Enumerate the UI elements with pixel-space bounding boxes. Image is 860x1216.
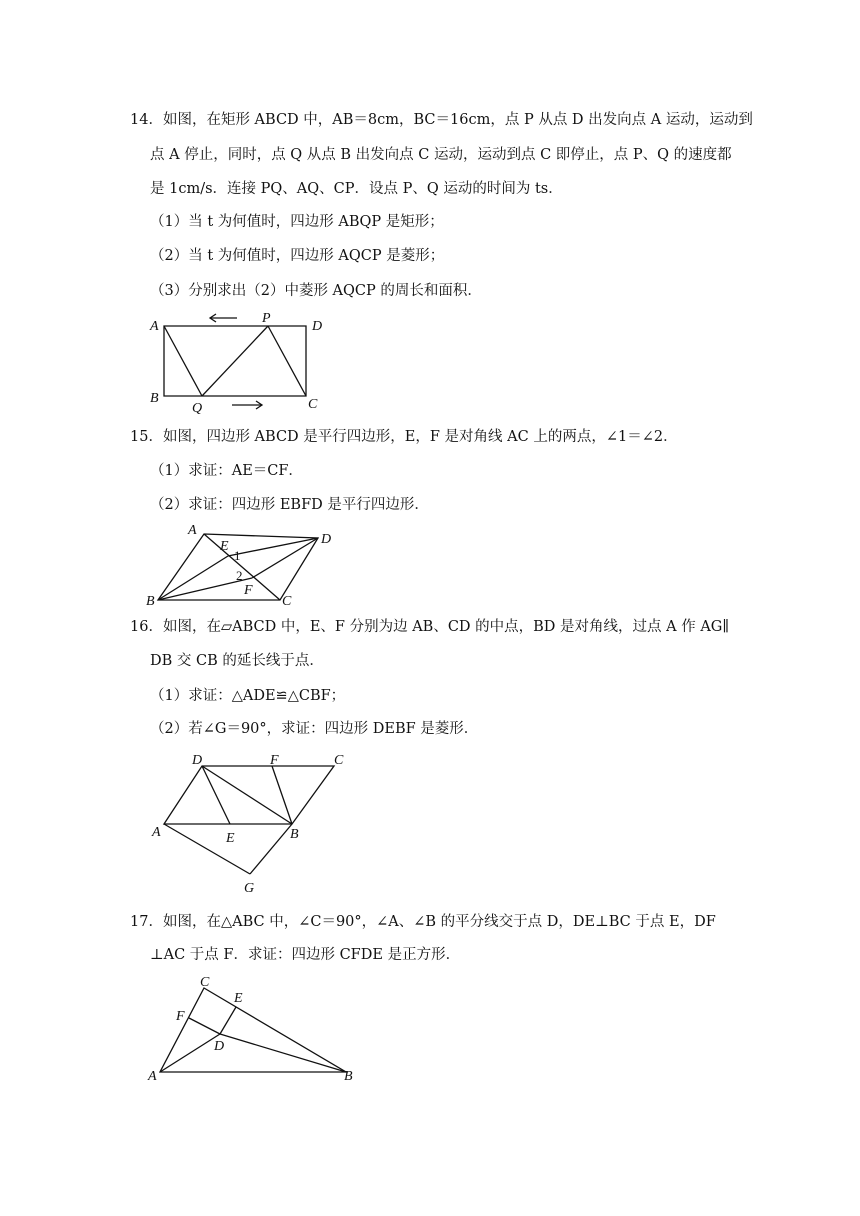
segment-aq	[164, 326, 202, 396]
label-b: B	[290, 827, 299, 842]
label-f: F	[270, 753, 279, 768]
triangle-abc	[160, 988, 346, 1072]
figure-15-parallelogram	[140, 522, 360, 612]
label-b: B	[146, 594, 155, 609]
problem-16-line-1: 16．如图，在▱ABCD 中，E、F 分别为边 AB、CD 的中点，BD 是对角线，过点 A 作 AG∥	[130, 619, 730, 635]
label-1: 1	[234, 548, 241, 563]
figure-16-parallelogram	[140, 748, 370, 898]
problem-15-subquestion-2: （2）求证：四边形 EBFD 是平行四边形．	[150, 497, 429, 513]
label-a: A	[148, 1069, 157, 1084]
label-e: E	[220, 539, 229, 554]
label-e: E	[234, 991, 243, 1006]
segment-pc	[268, 326, 306, 396]
label-b: B	[344, 1069, 353, 1084]
label-a: A	[188, 523, 197, 538]
problem-14-line-2: 点 A 停止，同时，点 Q 从点 B 出发向点 C 运动，运动到点 C 即停止，点 P、Q 的速度都	[150, 147, 732, 163]
segment-be	[158, 556, 228, 600]
parallelogram-abcd	[164, 766, 334, 824]
segment-fb	[272, 766, 292, 824]
segment-gb	[250, 824, 292, 874]
label-b: B	[150, 391, 159, 406]
label-a: A	[152, 825, 161, 840]
label-e: E	[226, 831, 235, 846]
label-c: C	[200, 975, 210, 990]
figure-14-rectangle	[140, 310, 370, 420]
label-d: D	[192, 753, 203, 768]
label-g: G	[244, 881, 255, 896]
problem-17-line-1: 17．如图，在△ABC 中，∠C＝90°，∠A、∠B 的平分线交于点 D，DE⊥BC 于点 E，DF	[130, 914, 716, 930]
label-d: D	[214, 1039, 225, 1054]
problem-16-subquestion-2: （2）若∠G＝90°，求证：四边形 DEBF 是菱形．	[150, 721, 479, 737]
problem-16-subquestion-1: （1）求证：△ADE≌△CBF；	[150, 688, 346, 704]
label-c: C	[308, 397, 318, 412]
label-c: C	[282, 594, 292, 609]
segment-ag	[164, 824, 250, 874]
problem-14-subquestion-3: （3）分别求出（2）中菱形 AQCP 的周长和面积．	[150, 283, 482, 299]
diagonal-ac	[204, 534, 280, 600]
segment-qp	[202, 326, 268, 396]
parallelogram-abcd	[158, 534, 318, 600]
label-p: P	[262, 311, 271, 326]
problem-14-line-3: 是 1cm/s．连接 PQ、AQ、CP．设点 P、Q 运动的时间为 ts．	[150, 181, 563, 197]
problem-14-line-1: 14．如图，在矩形 ABCD 中，AB＝8cm，BC＝16cm，点 P 从点 D 出发向点 A 运动，运动到	[130, 112, 753, 128]
segment-ad	[160, 1034, 220, 1072]
segment-ed	[228, 538, 318, 556]
label-2: 2	[236, 568, 243, 583]
label-c: C	[334, 753, 344, 768]
problem-14-subquestion-2: （2）当 t 为何值时，四边形 AQCP 是菱形；	[150, 248, 445, 264]
problem-15-subquestion-1: （1）求证：AE＝CF．	[150, 463, 303, 479]
problem-16-line-2: DB 交 CB 的延长线于点．	[150, 653, 324, 669]
label-d: D	[312, 319, 323, 334]
segment-de	[220, 1007, 236, 1034]
problem-14-subquestion-1: （1）当 t 为何值时，四边形 ABQP 是矩形；	[150, 214, 444, 230]
problem-17-line-2: ⊥AC 于点 F．求证：四边形 CFDE 是正方形．	[150, 947, 461, 963]
problem-15-line-1: 15．如图，四边形 ABCD 是平行四边形，E，F 是对角线 AC 上的两点，∠1＝∠2．	[130, 429, 678, 445]
figure-17-triangle	[140, 972, 370, 1087]
label-a: A	[150, 319, 159, 334]
label-d: D	[321, 532, 332, 547]
label-f: F	[176, 1009, 185, 1024]
label-q: Q	[192, 401, 203, 416]
segment-fd	[189, 1018, 220, 1034]
label-f: F	[244, 583, 253, 598]
segment-db	[220, 1034, 346, 1072]
